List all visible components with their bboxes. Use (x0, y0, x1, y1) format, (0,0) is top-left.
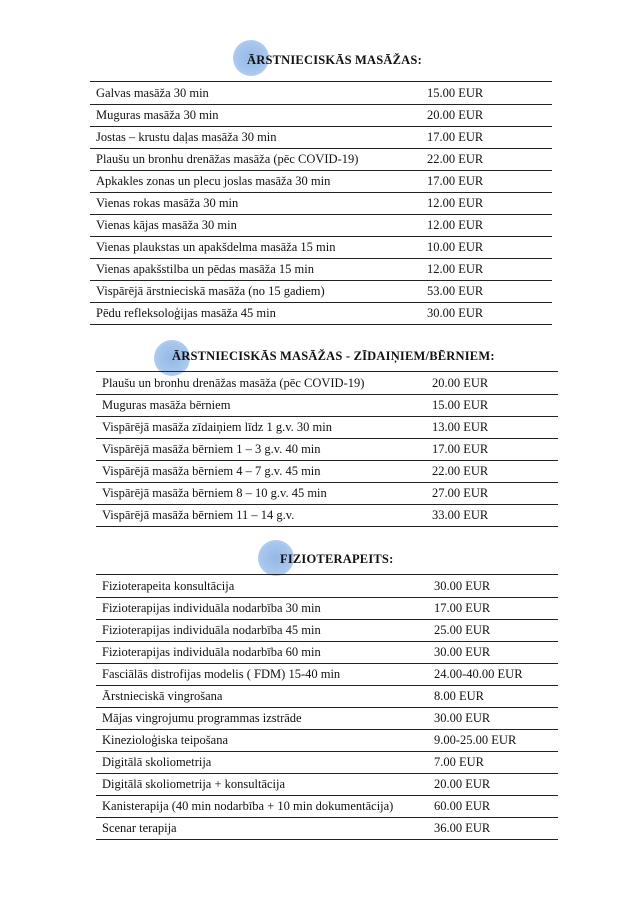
table-row (96, 817, 558, 840)
service-price: 17.00 EUR (432, 442, 489, 456)
service-price: 9.00-25.00 EUR (434, 733, 517, 747)
service-price: 15.00 EUR (427, 86, 484, 100)
table-row (90, 258, 552, 281)
service-price: 25.00 EUR (434, 623, 491, 637)
section-heading-therapeutic-massage: ĀRSTNIECISKĀS MASĀŽAS: (247, 53, 422, 67)
section-heading-children-massage: ĀRSTNIECISKĀS MASĀŽAS - ZĪDAIŅIEM/BĒRNIEM: (172, 349, 495, 363)
service-price: 53.00 EUR (427, 284, 484, 298)
service-price: 27.00 EUR (432, 486, 489, 500)
service-name: Muguras masāža bērniem (102, 398, 231, 412)
service-price: 20.00 EUR (434, 777, 491, 791)
table-row (90, 280, 552, 303)
service-name: Apkakles zonas un plecu joslas masāža 30 min (96, 174, 331, 188)
table-row (90, 192, 552, 215)
service-name: Jostas – krustu daļas masāža 30 min (96, 130, 277, 144)
service-name: Vienas plaukstas un apakšdelma masāža 15 min (96, 240, 336, 254)
section-heading-physiotherapist: FIZIOTERAPEITS: (280, 552, 394, 566)
service-price: 30.00 EUR (434, 711, 491, 725)
table-row (90, 170, 552, 193)
service-name: Vispārējā masāža bērniem 8 – 10 g.v. 45 min (102, 486, 327, 500)
table-row (90, 82, 552, 105)
service-price: 10.00 EUR (427, 240, 484, 254)
table-row (96, 372, 558, 395)
service-price: 7.00 EUR (434, 755, 484, 769)
table-row (96, 773, 558, 796)
table-row (90, 104, 552, 127)
service-price: 22.00 EUR (427, 152, 484, 166)
service-price: 12.00 EUR (427, 196, 484, 210)
service-price: 22.00 EUR (432, 464, 489, 478)
table-row (96, 504, 558, 527)
service-name: Ārstnieciskā vingrošana (102, 689, 223, 703)
service-price: 8.00 EUR (434, 689, 484, 703)
table-row (96, 619, 558, 642)
table-row (90, 148, 552, 171)
table-row (96, 685, 558, 708)
service-name: Mājas vingrojumu programmas izstrāde (102, 711, 302, 725)
table-row (96, 575, 558, 598)
table-row (90, 126, 552, 149)
service-name: Fizioterapijas individuāla nodarbība 60 min (102, 645, 321, 659)
service-price: 17.00 EUR (434, 601, 491, 615)
table-row (96, 663, 558, 686)
service-name: Fizioterapijas individuāla nodarbība 30 min (102, 601, 321, 615)
service-name: Fasciālās distrofijas modelis ( FDM) 15-40 min (102, 667, 341, 681)
table-row (96, 751, 558, 774)
table-row (96, 795, 558, 818)
table-row (96, 460, 558, 483)
table-row (96, 416, 558, 439)
table-row (96, 394, 558, 417)
table-row (96, 597, 558, 620)
service-name: Vispārējā ārstnieciskā masāža (no 15 gadiem) (96, 284, 325, 298)
table-row (96, 641, 558, 664)
service-name: Vispārējā masāža zīdaiņiem līdz 1 g.v. 30 min (102, 420, 332, 434)
service-name: Vispārējā masāža bērniem 1 – 3 g.v. 40 min (102, 442, 321, 456)
table-row (96, 482, 558, 505)
service-name: Digitālā skoliometrija (102, 755, 212, 769)
service-name: Galvas masāža 30 min (96, 86, 209, 100)
service-name: Plaušu un bronhu drenāžas masāža (pēc COVID-19) (96, 152, 359, 166)
service-name: Vienas rokas masāža 30 min (96, 196, 239, 210)
service-price: 12.00 EUR (427, 262, 484, 276)
service-name: Fizioterapijas individuāla nodarbība 45 min (102, 623, 321, 637)
service-price: 15.00 EUR (432, 398, 489, 412)
table-row (90, 236, 552, 259)
service-name: Vienas kājas masāža 30 min (96, 218, 237, 232)
service-price: 24.00-40.00 EUR (434, 667, 523, 681)
service-name: Plaušu un bronhu drenāžas masāža (pēc COVID-19) (102, 376, 365, 390)
service-price: 13.00 EUR (432, 420, 489, 434)
service-name: Vispārējā masāža bērniem 4 – 7 g.v. 45 min (102, 464, 321, 478)
service-name: Vienas apakšstilba un pēdas masāža 15 min (96, 262, 314, 276)
table-row (90, 214, 552, 237)
service-name: Kanisterapija (40 min nodarbība + 10 min dokumentācija) (102, 799, 394, 813)
service-price: 17.00 EUR (427, 130, 484, 144)
service-price: 30.00 EUR (427, 306, 484, 320)
table-row (96, 707, 558, 730)
service-name: Muguras masāža 30 min (96, 108, 219, 122)
service-name: Digitālā skoliometrija + konsultācija (102, 777, 286, 791)
service-price: 30.00 EUR (434, 645, 491, 659)
service-price: 12.00 EUR (427, 218, 484, 232)
service-price: 60.00 EUR (434, 799, 491, 813)
service-name: Fizioterapeita konsultācija (102, 579, 235, 593)
service-price: 33.00 EUR (432, 508, 489, 522)
service-price: 36.00 EUR (434, 821, 491, 835)
service-name: Kinezioloģiska teipošana (102, 733, 229, 747)
service-name: Scenar terapija (102, 821, 177, 835)
service-price: 20.00 EUR (432, 376, 489, 390)
table-row (90, 302, 552, 325)
service-name: Vispārējā masāža bērniem 11 – 14 g.v. (102, 508, 295, 522)
service-price: 17.00 EUR (427, 174, 484, 188)
service-price: 30.00 EUR (434, 579, 491, 593)
table-row (96, 729, 558, 752)
service-name: Pēdu refleksoloģijas masāža 45 min (96, 306, 276, 320)
table-row (96, 438, 558, 461)
service-price: 20.00 EUR (427, 108, 484, 122)
